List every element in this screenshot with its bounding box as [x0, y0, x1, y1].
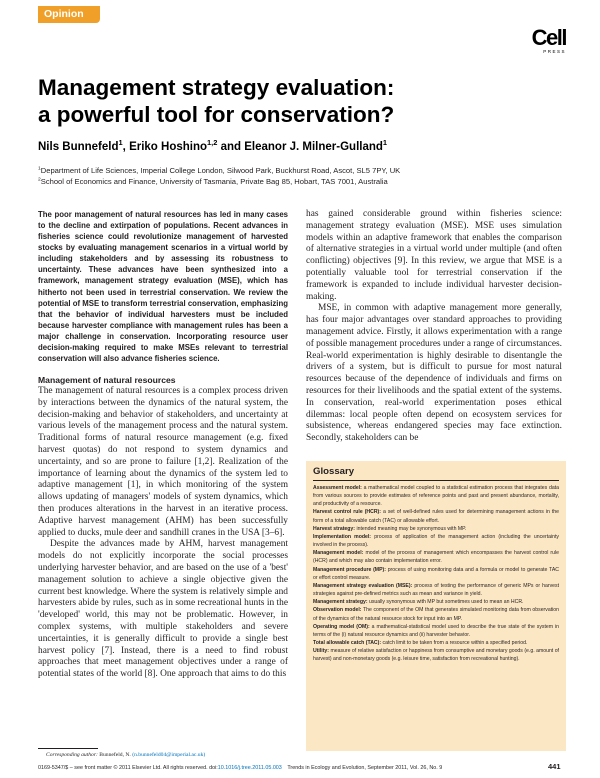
title-line-2: a powerful tool for conservation? [38, 102, 395, 127]
glossary-term: Observation model: [313, 607, 362, 614]
glossary-term: Harvest strategy: [313, 525, 356, 532]
glossary-entry [313, 566, 559, 582]
glossary-title: Glossary [313, 466, 559, 481]
affiliation [38, 165, 578, 176]
affiliation-text: Department of Life Sciences, Imperial College London, Silwood Park, Buckhurst Road, Ascot, SL5 7PY, UK [40, 166, 401, 175]
page-number: 441 [548, 762, 561, 771]
glossary-entry [313, 598, 559, 606]
glossary-entry [313, 484, 559, 508]
glossary-definition: a mathematical model coupled to a statistical estimation process that integrates data from various sources to provide estimates of reference points and past and present abundance, mortality, and productivity of a resource. [313, 485, 559, 508]
author-email-link[interactable]: (n.bunnefeld04@imperial.ac.uk) [132, 752, 206, 758]
page-footer [38, 764, 566, 772]
glossary-term: Utility: [313, 648, 329, 655]
affiliation-marker: 2 [38, 177, 41, 183]
glossary-term: Management model: [313, 550, 364, 557]
glossary-term: Implementation model: [313, 533, 372, 540]
footnote-label: Corresponding author: [46, 752, 98, 758]
glossary-entry [313, 606, 559, 622]
glossary-definition: a mathematical-statistical model used to describe the true state of the system in terms of the (i) natural resource dynamics and (ii) harvester behavior. [313, 623, 559, 638]
glossary-definition: The component of the OM that generates simulated monitoring data from observation of the dynamics of the natural resource stock for input into an MP. [313, 607, 559, 622]
author-affiliation-marker: 1,2 [207, 138, 218, 148]
affiliation-text: School of Economics and Finance, University of Tasmania, Private Bag 85, Hobart, TAS 7001, Australia [40, 177, 388, 186]
glossary-definition: process of application of the management action (including the uncertainty involved in the process). [313, 533, 559, 549]
abstract: The poor management of natural resources has led in many cases to the decline and extirpation of populations. Recent advances in fisheries science could revolutionize management of harvested stocks by evaluating management scenarios in a virtual world by including stakeholders and by assessing its robustness to uncertainty. These advances have been synthesized into a framework, management strategy evaluation (MSE), which has hitherto not been used in terrestrial conservation. We review the potential of MSE to transform terrestrial conservation, emphasizing that the behavior of individual harvesters must be included because harvester compliance with management rules has been a major challenge in conservation. Incorporating resource user decision-making required to make MSEs relevant to terrestrial conservation will also advance fisheries science. [38, 210, 288, 364]
glossary-entry [313, 582, 559, 598]
logo-word: Cell [531, 25, 566, 50]
section-heading: Management of natural resources [38, 375, 176, 386]
glossary-term: Operating model (OM): [313, 623, 370, 630]
left-column [38, 209, 288, 681]
article-title [38, 74, 578, 128]
body-paragraph: MSE, in common with adaptive management more generally, has four major advantages over standard approaches to providing management advice. Firstly, it allows experimentation with a range of possible management procedures under a range of circumstances. Real-world experimentation is highly desirable to disentangle the drivers of a system, but is difficult to pursue for most natural resources because of the dependence of individuals and firms on resources for their livelihoods and the spatial extent of the systems. In conservation, real-world experimentation poses ethical dilemmas: local people often depend on ecosystem services for subsistence, whereas endangered species may face extinction. Secondly, stakeholders can be [306, 303, 562, 444]
author-separator: and [217, 141, 245, 153]
right-column [306, 209, 562, 445]
glossary-definition: process of testing the performance of generic MPs or harvest strategies against pre-defined metrics such as mean and variance in yield. [313, 582, 559, 598]
glossary-entry [313, 533, 559, 549]
corresponding-author-note [46, 751, 286, 759]
logo-subtitle: PRESS [543, 49, 566, 54]
glossary-definition: process of using monitoring data and a formula or model to generate TAC or effort control measure. [313, 566, 559, 581]
glossary-entry [313, 525, 559, 533]
glossary-definition: model of the process of management which encompasses the harvest control rule (HCR) and which may also contain implementation error. [313, 550, 559, 565]
author-affiliation-marker: 1 [382, 138, 388, 148]
body-paragraph: The management of natural resources is a complex process driven by interactions between the dynamics of the natural system, the decision-making and behavior of stakeholders, and uncertainty at various levels of the management process and the natural system. Traditional forms of natural resource management (e.g. fixed harvest quotas) do not respond to system dynamics and uncertainty, and so are prone to failure [1,2]. Realization of the importance of learning about the dynamics of the system led to adaptive management [1], in which monitoring of the system allows updating of managers' models of system dynamics, which then produces alterations in the harvest in an iterative process. Adaptive harvest management (AHM) has been successfully applied to ducks, mule deer and sandhill cranes in the USA [3–6]. [38, 386, 288, 538]
body-paragraph: has gained considerable ground within fisheries science: management strategy evaluation (MSE). MSE uses simulation models within an adaptive framework that enables the comparison of alternative strategies in a virtual world under multiple (and often conflicting) objectives [9]. In this review, we argue that MSE is a potentially valuable tool for terrestrial conservation if the framework is expanded to include individual harvester decision-making. [306, 209, 562, 302]
glossary-definition: usually synonymous with MP but sometimes used to mean an HCR. [369, 599, 524, 606]
affiliation [38, 176, 578, 187]
footnote-divider [38, 748, 98, 749]
glossary-term: Management strategy evaluation (MSE): [313, 582, 413, 589]
author-name: Nils Bunnefeld [38, 141, 119, 153]
affiliation-marker: 1 [38, 166, 41, 172]
author-name: Eriko Hoshino [129, 141, 208, 153]
body-paragraph: Despite the advances made by AHM, harvest management models do not explicitly incorporate the social processes underlying harvester behavior, and are based on the use of a 'best' management solution to achieve a single objective given the current best knowledge. Where the system is relatively simple and harvesters abide by rules, such as in some recreational hunts in the 'developed' world, this may not be problematic. However, in complex systems, with multiple stakeholders and severe uncertainties, it is generally difficult to provide a single best harvest policy [7]. Instead, there is a need to find robust approaches that meet management objectives under a range of potential states of the world [8]. One approach that aims to do this [38, 539, 288, 680]
glossary-definition: intended meaning may be synonymous with MP. [356, 525, 467, 532]
glossary-term: Harvest control rule (HCR): [313, 509, 381, 516]
glossary-definition: a set of well-defined rules used for determining management actions in the form of a total allowable catch (TAC) or allowable effort. [313, 509, 559, 524]
glossary-entry [313, 549, 559, 565]
author-affiliation-marker: 1 [118, 138, 123, 148]
glossary-term: Assessment model: [313, 485, 362, 491]
glossary-term: Management procedure (MP): [313, 566, 386, 573]
author-name: Eleanor J. Milner-Gulland [244, 141, 383, 153]
copyright-text: 0169-5347/$ – see front matter © 2011 Elsevier Ltd. All rights reserved. doi: [38, 765, 218, 771]
glossary-definition: catch limit to be taken from a resource within a specified period. [382, 639, 528, 646]
glossary-term: Management strategy: [313, 599, 368, 606]
glossary-term: Total allowable catch (TAC): [313, 639, 382, 646]
section-label: Opinion [38, 6, 100, 23]
author-list [38, 138, 578, 153]
author-separator: , [122, 141, 130, 153]
glossary-entry [313, 647, 559, 663]
glossary-definition: measure of relative satisfaction or happiness from consumptive and monetary goods (e.g. amount of harvest) and non-monetary goods (e.g. leisure time, satisfaction from recreational hunting). [313, 648, 559, 663]
doi-link[interactable]: 10.1016/j.tree.2011.05.003 [217, 765, 282, 771]
glossary-entry [313, 639, 559, 647]
footnote-author: Bunnefeld, N. [99, 752, 131, 758]
glossary-entry [313, 508, 559, 524]
title-line-1: Management strategy evaluation: [38, 75, 395, 100]
cell-press-logo [516, 27, 566, 57]
glossary-box [306, 461, 566, 751]
affiliations [38, 165, 578, 187]
glossary-entry [313, 623, 559, 639]
journal-citation: Trends in Ecology and Evolution, September 2011, Vol. 26, No. 9 [287, 765, 443, 771]
